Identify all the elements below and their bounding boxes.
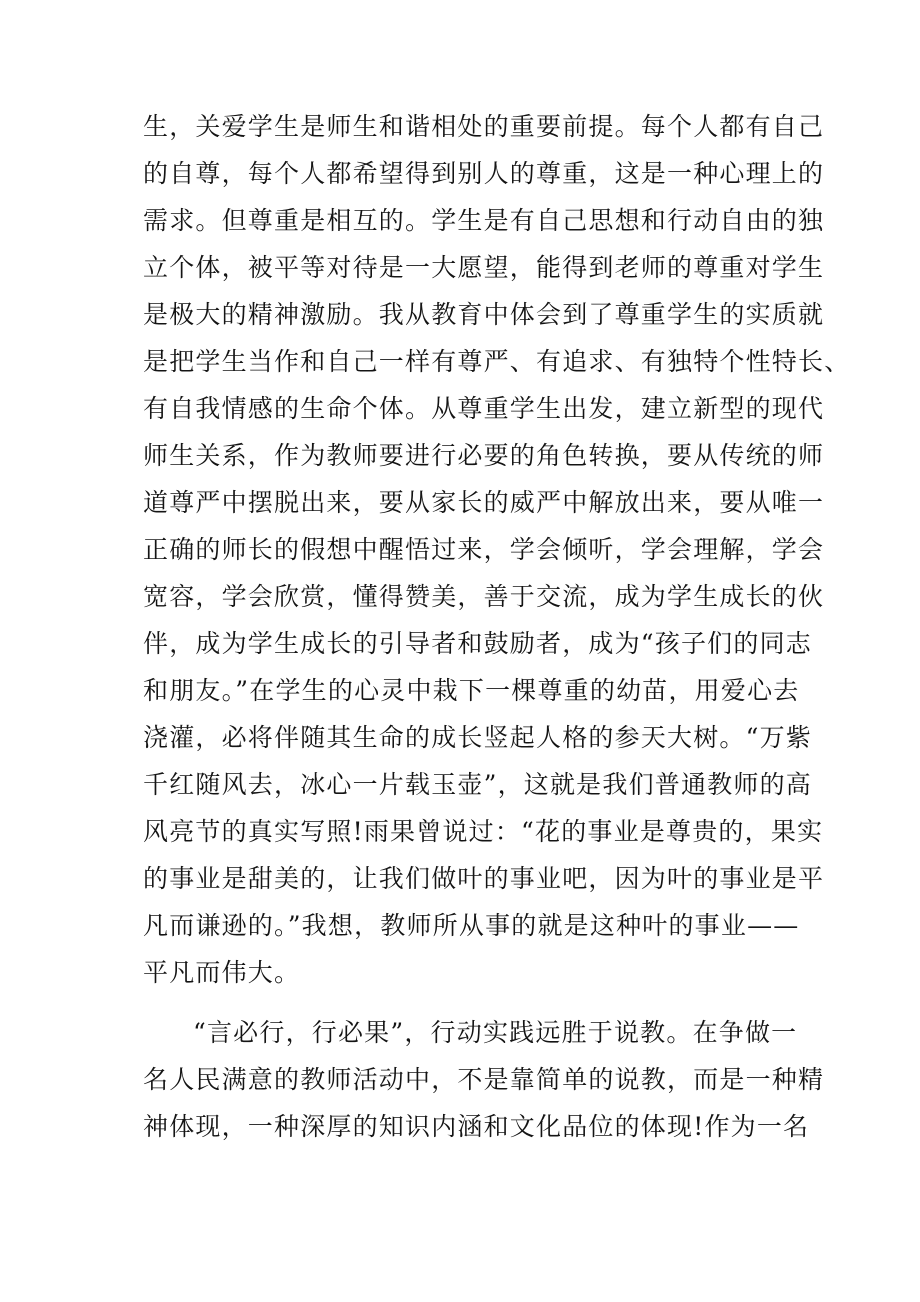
text-line: 师生关系，作为教师要进行必要的角色转换，要从传统的师: [143, 441, 825, 470]
text-line: 的自尊，每个人都希望得到别人的尊重，这是一种心理上的: [143, 159, 825, 188]
text-line: 是把学生当作和自己一样有尊严、有追求、有独特个性特长、: [143, 347, 851, 376]
text-line: 和朋友。”在学生的心灵中栽下一棵尊重的幼苗，用爱心去: [143, 676, 800, 705]
text-line: 立个体，被平等对待是一大愿望，能得到老师的尊重对学生: [143, 253, 825, 282]
text-line: 千红随风去，冰心一片载玉壶”，这就是我们普通教师的高: [143, 770, 812, 799]
text-line: “言必行，行必果”，行动实践远胜于说教。在争做一: [193, 1018, 798, 1047]
text-line: 生，关爱学生是师生和谐相处的重要前提。每个人都有自己: [143, 112, 825, 141]
text-line: 神体现，一种深厚的知识内涵和文化品位的体现!作为一名: [143, 1112, 810, 1141]
text-line: 有自我情感的生命个体。从尊重学生出发，建立新型的现代: [143, 394, 825, 423]
text-line: 凡而谦逊的。”我想，教师所从事的就是这种叶的事业——: [143, 911, 800, 940]
text-line: 正确的师长的假想中醒悟过来，学会倾听，学会理解，学会: [143, 535, 825, 564]
text-line: 名人民满意的教师活动中，不是靠简单的说教，而是一种精: [143, 1065, 825, 1094]
text-line: 道尊严中摆脱出来，要从家长的威严中解放出来，要从唯一: [143, 488, 825, 517]
text-line: 需求。但尊重是相互的。学生是有自己思想和行动自由的独: [143, 206, 825, 235]
text-line: 的事业是甜美的，让我们做叶的事业吧，因为叶的事业是平: [143, 864, 825, 893]
text-line: 伴，成为学生成长的引导者和鼓励者，成为“孩子们的同志: [143, 629, 812, 658]
text-line: 是极大的精神激励。我从教育中体会到了尊重学生的实质就: [143, 300, 825, 329]
text-line: 浇灌，必将伴随其生命的成长竖起人格的参天大树。“万紫: [143, 723, 812, 752]
text-line: 风亮节的真实写照!雨果曾说过：“花的事业是尊贵的，果实: [143, 817, 824, 846]
text-line: 宽容，学会欣赏，懂得赞美，善于交流，成为学生成长的伙: [143, 582, 825, 611]
text-line: 平凡而伟大。: [143, 958, 301, 987]
